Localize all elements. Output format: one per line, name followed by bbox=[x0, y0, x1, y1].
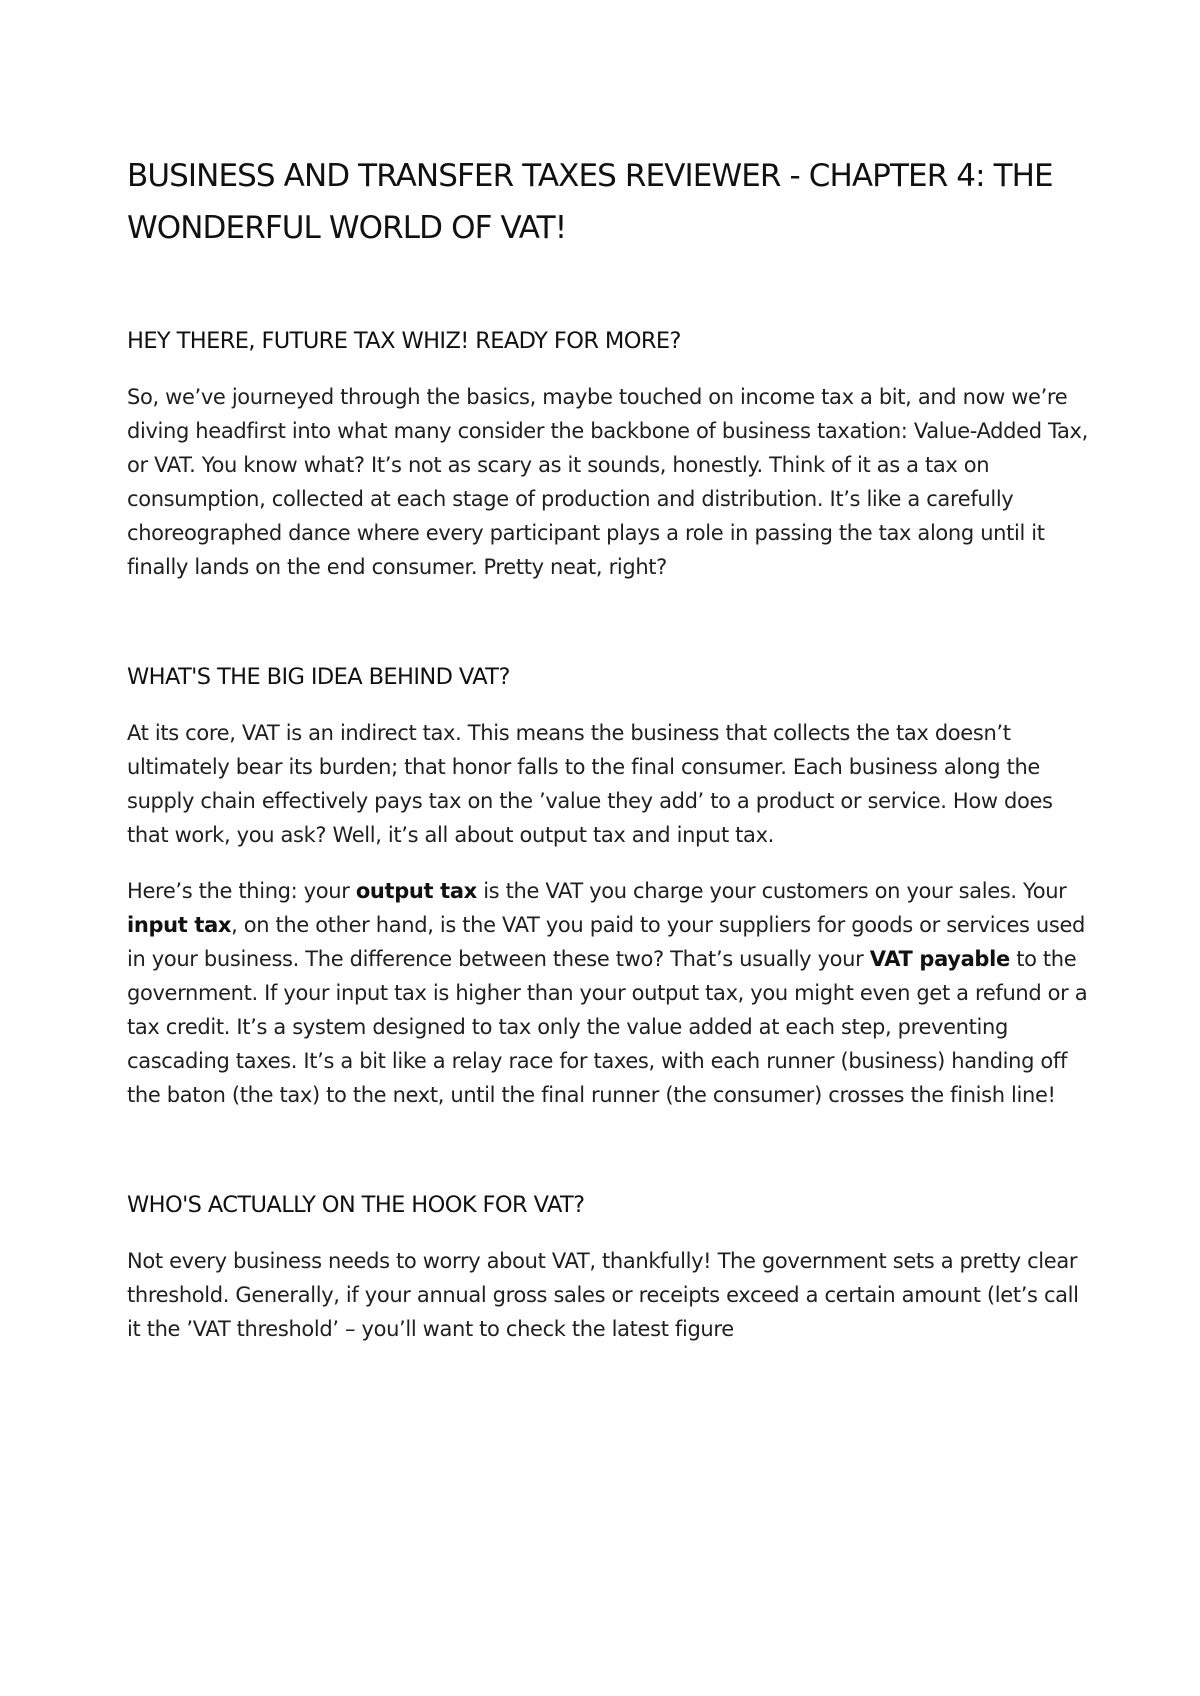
term-vat-payable: VAT payable bbox=[869, 947, 1010, 971]
document-title: BUSINESS AND TRANSFER TAXES REVIEWER - CHAPTER 4: THE WONDERFUL WORLD OF VAT! bbox=[127, 158, 1053, 246]
paragraph-text: Here’s the thing: your bbox=[127, 879, 356, 903]
term-output-tax: output tax bbox=[355, 879, 477, 903]
document-body bbox=[127, 150, 1089, 1368]
section-heading-who-pays: WHO'S ACTUALLY ON THE HOOK FOR VAT? bbox=[127, 1192, 585, 1218]
section-heading-big-idea: WHAT'S THE BIG IDEA BEHIND VAT? bbox=[127, 664, 510, 690]
term-input-tax: input tax bbox=[127, 913, 232, 937]
paragraph-text: to the government. If your input tax is higher than your output tax, you might even get a refund or a tax credit. It’s a system designed to tax only the value added at each step, preventing cascading taxes. It’s a bit like a relay race for taxes, with each runner (business) handing off the baton (the tax) to the next, until the final runner (the consumer) crosses the finish line! bbox=[127, 947, 1088, 1107]
intro-paragraph: So, we’ve journeyed through the basics, maybe touched on income tax a bit, and now we’re diving headfirst into what many consider the backbone of business taxation: Value-Added Tax, or VAT. You know what? It’s not as scary as it sounds, honestly. Think of it as a tax on consumption, collected at each stage of production and distribution. It’s like a carefully choreographed dance where every participant plays a role in passing the tax along until it finally lands on the end consumer. Pretty neat, right? bbox=[127, 385, 1088, 579]
big-idea-paragraph-2 bbox=[127, 874, 1089, 1112]
section-heading-intro: HEY THERE, FUTURE TAX WHIZ! READY FOR MORE? bbox=[127, 328, 681, 354]
who-pays-paragraph-1: Not every business needs to worry about VAT, thankfully! The government sets a pretty clear threshold. Generally, if your annual gross sales or receipts exceed a certain amount (let’s call it the ’VAT threshold’ – you’ll want to check the latest figure bbox=[127, 1249, 1079, 1341]
paragraph-text: is the VAT you charge your customers on your sales. Your bbox=[476, 879, 1067, 903]
big-idea-paragraph-1: At its core, VAT is an indirect tax. This means the business that collects the tax doesn’t ultimately bear its burden; that honor falls to the final consumer. Each business along the supply chain effectively pays tax on the ’value they add’ to a product or service. How does that work, you ask? Well, it’s all about output tax and input tax. bbox=[127, 721, 1053, 847]
paragraph-text: , on the other hand, is the VAT you paid to your suppliers for goods or services used in your business. The difference between these two? That’s usually your bbox=[127, 913, 1086, 971]
